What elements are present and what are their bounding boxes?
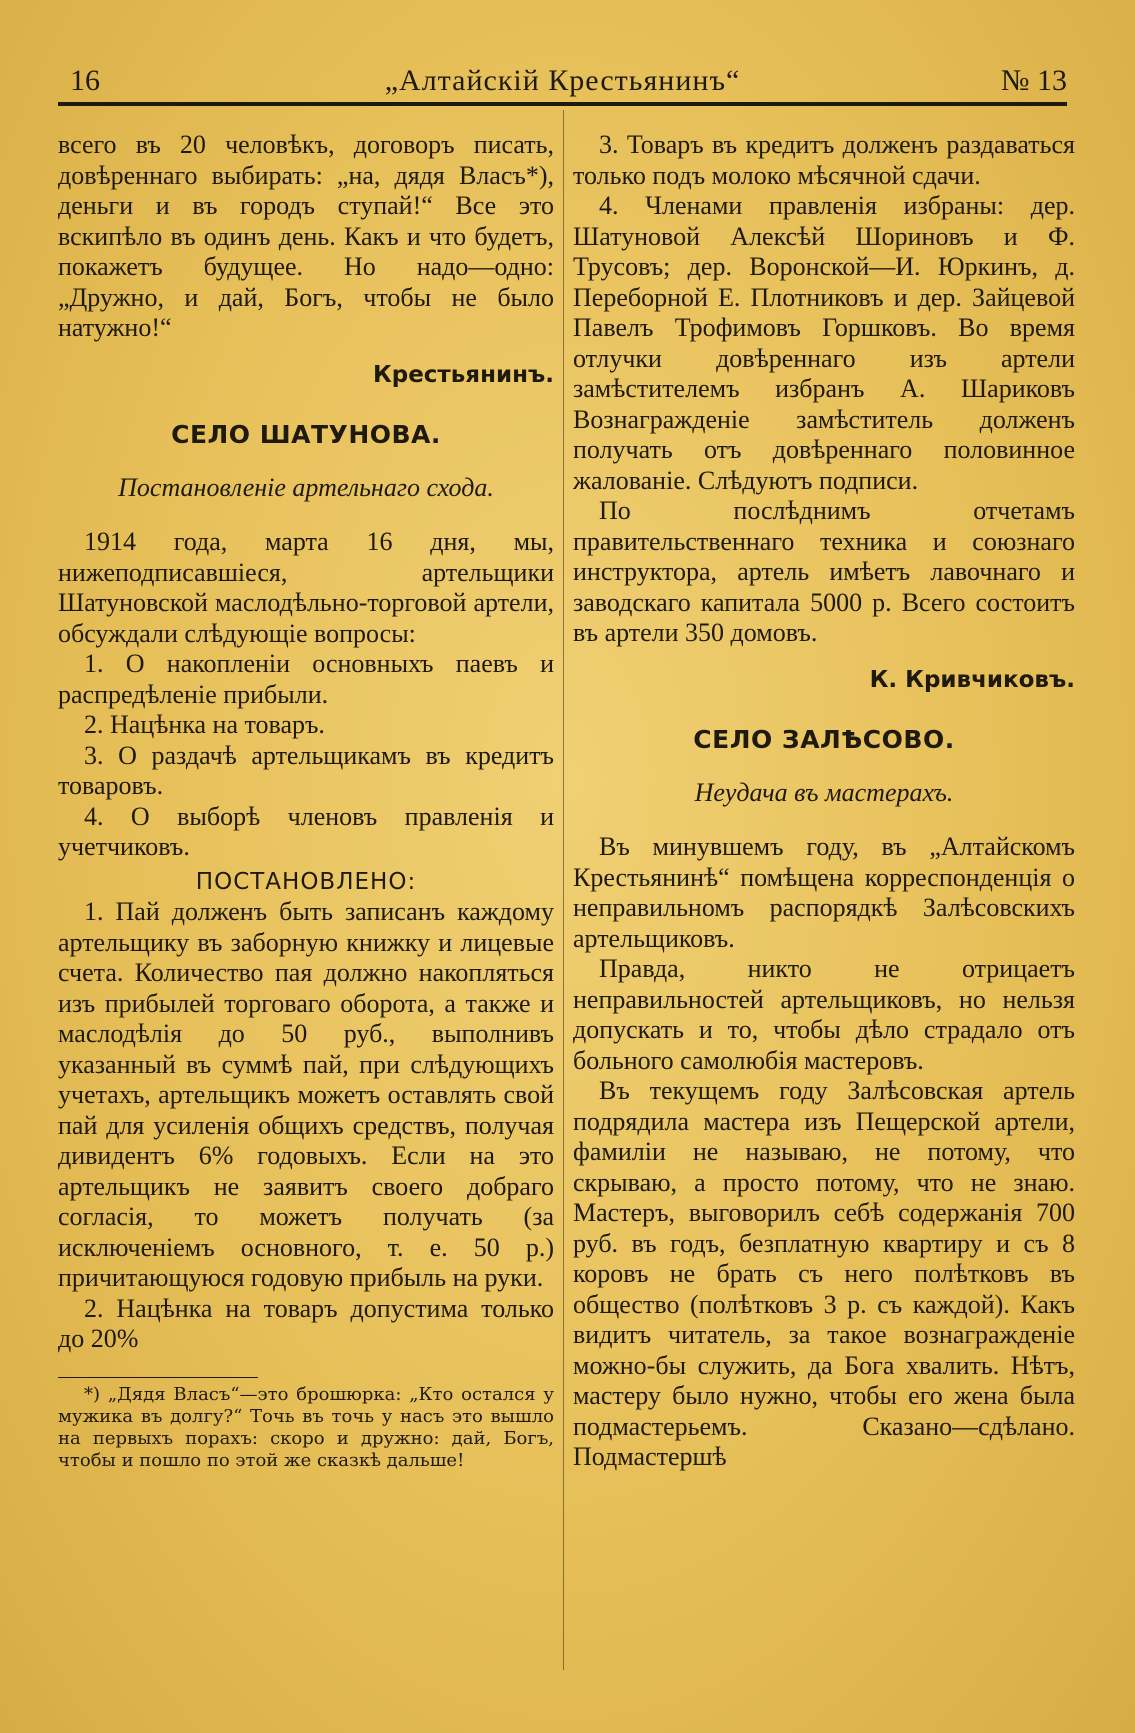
issue-number: № 13 — [1000, 64, 1067, 97]
column-divider — [563, 110, 564, 1670]
right-column — [573, 130, 1075, 1473]
resolution-intro: 1914 года, марта 16 дня, мы, нижеподписавшіеся, артельщики Шатуновской маслодѣльно-торговой артели, обсуждали слѣдующіе вопросы: — [58, 527, 554, 648]
resolution-item-1: 1. Пай долженъ быть записанъ каждому артельщику въ заборную книжку и лицевые счета. Количество пая должно накопляться изъ прибылей торговаго оборота, а также и маслодѣлія до 50 руб., выполнивъ указанный въ суммѣ пай, при слѣдующихъ учетахъ, артельщикъ можетъ оставлять свой пай для усиленія общихъ средствъ, получая дивидентъ 6% годовыхъ. Если на это артельщикъ не заявитъ своего добраго согласія, то можетъ получать (за исключеніемъ основного, т. е. 50 р.) причитающуюся годовую прибыль на руки. — [58, 897, 554, 1292]
signature-krestyanin: Крестьянинъ. — [372, 361, 554, 388]
section-heading-zalesovo: СЕЛО ЗАЛѢСОВО. — [693, 725, 955, 754]
header-rule — [58, 102, 1067, 106]
footnote-rule — [58, 1377, 258, 1378]
question-item: 3. О раздачѣ артельщикамъ въ кредитъ товаровъ. — [58, 740, 554, 800]
opening-paragraph: всего въ 20 человѣкъ, договоръ писать, довѣреннаго выбирать: „на, дядя Власъ*), деньги и въ городъ ступай!“ Все это вскипѣло въ одинъ день. Какъ и что будетъ, покажетъ будущее. Но надо—одно: „Дружно, и дай, Богъ, чтобы не было натужно!“ — [58, 130, 554, 342]
footnote: *) „Дядя Власъ“—это брошюрка: „Кто остался у мужика въ долгу?“ Точь въ точь у насъ это вышло на первыхъ порахъ: скоро и дружно: дай, Богъ, чтобы и пошло по этой же сказкѣ дальше! — [58, 1383, 554, 1471]
zalesovo-paragraph-1: Въ минувшемъ году, въ „Алтайскомъ Крестьянинѣ“ помѣщена корреспонденція о неправильномъ распорядкѣ Залѣсовскихъ артельщиковъ. — [573, 832, 1075, 953]
left-column — [58, 130, 554, 1472]
section-heading-shatunova: СЕЛО ШАТУНОВА. — [171, 420, 441, 449]
resolved-label: ПОСТАНОВЛЕНО: — [195, 868, 417, 895]
report-paragraph: По послѣднимъ отчетамъ правительственнаго техника и союзнаго инструктора, артель имѣетъ лавочнаго и заводскаго капитала 5000 р. Всего состоитъ въ артели 350 домовъ. — [573, 496, 1075, 647]
section-subheading-failure: Неудача въ мастерахъ. — [694, 777, 954, 807]
journal-title: „Алтайскій Крестьянинъ“ — [384, 64, 741, 97]
resolution-item-3: 3. Товаръ въ кредитъ долженъ раздаваться только подъ молоко мѣсячной сдачи. — [573, 130, 1075, 190]
question-item: 4. О выборѣ членовъ правленія и учетчиковъ. — [58, 801, 554, 861]
section-subheading-resolution: Постановленіе артельнаго схода. — [118, 472, 494, 502]
question-item: 1. О накопленіи основныхъ паевъ и распредѣленіе прибыли. — [58, 649, 554, 709]
zalesovo-paragraph-2: Правда, никто не отрицаетъ неправильностей артельщиковъ, но нельзя допускать и то, чтобы дѣло страдало отъ больного самолюбія мастеровъ. — [573, 954, 1075, 1075]
zalesovo-paragraph-3: Въ текущемъ году Залѣсовская артель подрядила мастера изъ Пещерской артели, фамиліи не называю, не потому, что скрываю, а просто потому, что не знаю. Мастеръ, выговорилъ себѣ содержанія 700 руб. въ годъ, безплатную квартиру и съ 8 коровъ не брать съ него полѣтковъ въ общество (полѣтковъ 3 р. съ каждой). Какъ видитъ читатель, за такое вознагражденіе можно-бы служить, да Бога хвалить. Нѣтъ, мастеру было нужно, чтобы его жена была подмастерьемъ. Сказано—сдѣлано. Подмастершѣ — [573, 1076, 1075, 1471]
resolution-item-2: 2. Нацѣнка на товаръ допустима только до 20% — [58, 1293, 554, 1353]
question-item: 2. Нацѣнка на товаръ. — [84, 710, 325, 739]
signature-krivchikov: К. Кривчиковъ. — [869, 666, 1075, 693]
page-number: 16 — [70, 64, 100, 97]
resolution-item-4: 4. Членами правленія избраны: дер. Шатуновой Алексѣй Шориновъ и Ф. Трусовъ; дер. Воронской—И. Юркинъ, д. Переборной Е. Плотниковъ и дер. Зайцевой Павелъ Трофимовъ Горшковъ. Во время отлучки довѣреннаго изъ артели замѣстителемъ избранъ А. Шариковъ Вознагражденіе замѣститель долженъ получать отъ довѣреннаго половинное жалованіе. Слѣдуютъ подписи. — [573, 191, 1075, 495]
